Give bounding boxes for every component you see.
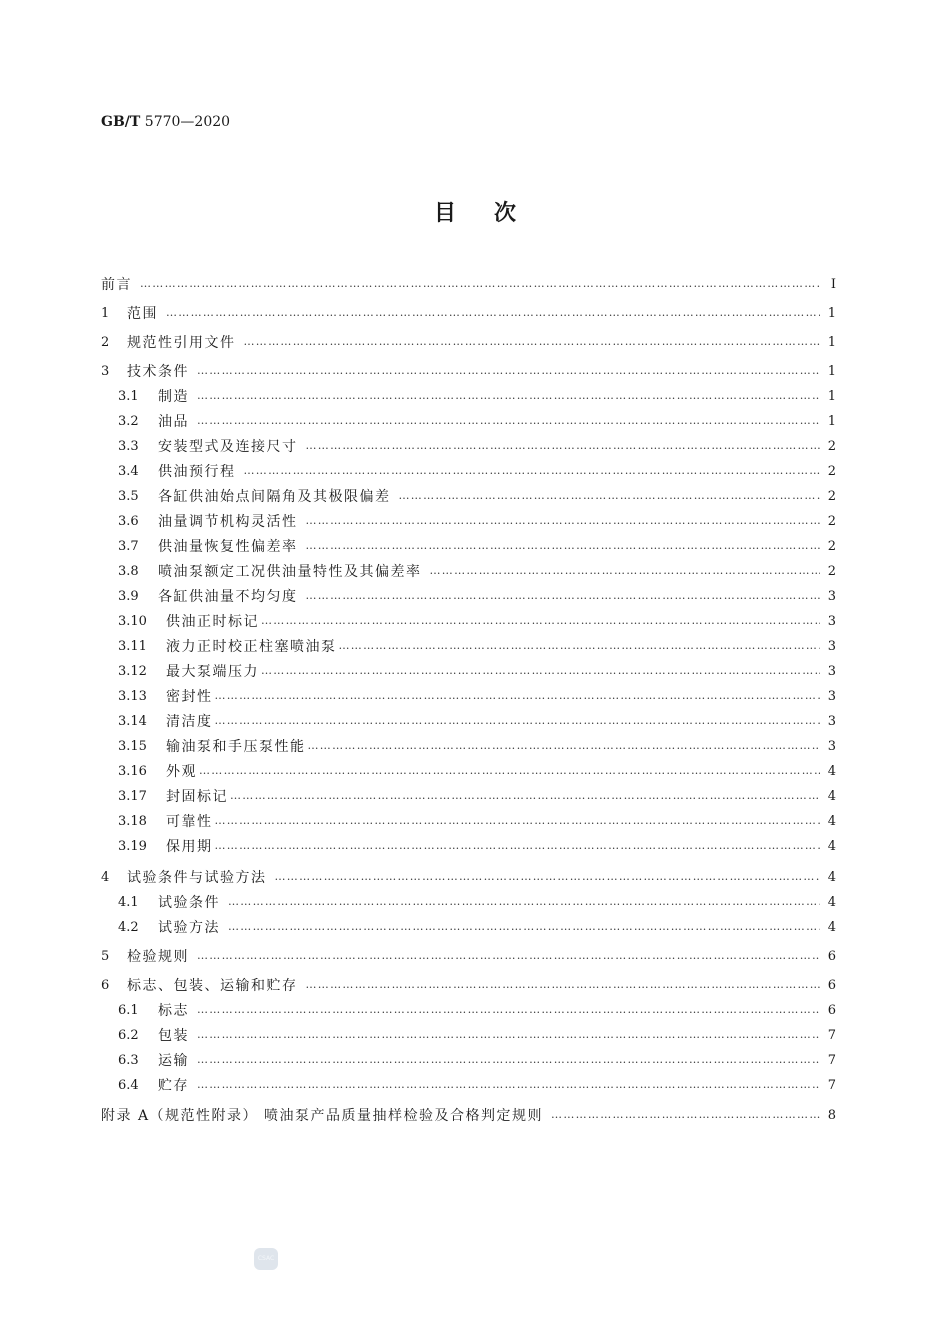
toc-leader-dots [275,869,821,885]
toc-entry-page: 1 [827,413,836,429]
document-code [101,114,230,130]
toc-entry-page: 7 [827,1052,836,1068]
page-title: 目次 [433,201,554,226]
toc-entry-number: 4.2 [118,919,139,935]
standard-number: 5770—2020 [144,114,231,130]
toc-leader-dots [430,563,821,579]
toc-entry-number: 5 [101,948,110,964]
toc-entry[interactable] [101,485,836,507]
toc-entry-number: 3.18 [118,813,147,829]
toc-entry-number: 3.8 [118,563,139,579]
toc-entry-label: 试验条件 [158,895,220,911]
toc-entry-label: 贮存 [158,1078,189,1094]
toc-entry-number: 3.12 [118,663,147,679]
toc-entry-number: 3.17 [118,788,147,804]
toc-entry-label: 各缸供油量不均匀度 [158,589,298,605]
toc-entry-page: 3 [827,713,836,729]
toc-entry-page: 4 [827,763,836,779]
toc-entry-label: 油量调节机构灵活性 [158,514,298,530]
toc-entry[interactable] [101,1049,836,1071]
toc-entry-number: 3.15 [118,738,147,754]
toc-leader-dots [308,738,821,754]
toc-entry-number: 3.4 [118,463,139,479]
toc-leader-dots [306,513,821,529]
toc-entry-page: 4 [827,813,836,829]
toc-leader-dots [228,894,820,910]
toc-entry[interactable] [101,760,836,782]
toc-leader-dots [197,1077,820,1093]
toc-entry-number: 3.3 [118,438,139,454]
toc-leader-dots [197,1027,820,1043]
toc-leader-dots [261,613,820,629]
toc-entry[interactable] [101,273,836,295]
toc-leader-dots [551,1107,820,1123]
toc-leader-dots [306,977,821,993]
toc-entry[interactable] [101,410,836,432]
toc-leader-dots [199,763,820,779]
toc-entry-label: 运输 [158,1053,189,1069]
toc-entry[interactable] [101,360,836,382]
toc-entry-label: 前言 [101,277,132,293]
toc-entry-label: 制造 [158,389,189,405]
toc-entry-label: 规范性引用文件 [127,335,236,351]
toc-leader-dots [197,363,820,379]
toc-entry-number: 6.2 [118,1027,139,1043]
toc-leader-dots [339,638,821,654]
toc-leader-dots [197,413,820,429]
toc-entry-label: 标志、包装、运输和贮存 [127,978,298,994]
toc-entry-page: 1 [827,363,836,379]
toc-entry-page: 1 [827,334,836,350]
toc-leader-dots [215,688,821,704]
toc-entry-label: 密封性 [166,689,213,705]
toc-entry[interactable] [101,585,836,607]
toc-entry-page: 6 [827,1002,836,1018]
toc-entry-number: 3.13 [118,688,147,704]
toc-entry-page: 4 [827,788,836,804]
toc-entry-label: 各缸供油始点间隔角及其极限偏差 [158,489,391,505]
toc-leader-dots [197,948,820,964]
toc-entry-page: 4 [827,919,836,935]
toc-entry-label: 检验规则 [127,949,189,965]
toc-leader-dots [197,388,820,404]
toc-entry-page: 3 [827,738,836,754]
toc-entry[interactable] [101,1024,836,1046]
toc-entry[interactable] [101,1104,836,1126]
toc-entry-label: 外观 [166,764,197,780]
toc-entry-label: 标志 [158,1003,189,1019]
toc-entry-label: 封固标记 [166,789,228,805]
toc-leader-dots [215,713,821,729]
toc-entry[interactable] [101,999,836,1021]
toc-entry-number: 3.5 [118,488,139,504]
toc-entry-number: 3.11 [118,638,147,654]
toc-entry-number: 3.6 [118,513,139,529]
toc-entry-label: 液力正时校正柱塞喷油泵 [166,639,337,655]
toc-leader-dots [306,438,821,454]
toc-entry[interactable] [101,610,836,632]
toc-leader-dots [197,1052,820,1068]
toc-entry-label: 最大泵端压力 [166,664,259,680]
toc-entry-number: 6.1 [118,1002,139,1018]
toc-entry[interactable] [101,1074,836,1096]
toc-entry[interactable] [101,866,836,888]
toc-entry-page: 3 [827,663,836,679]
toc-entry-label: 保用期 [166,839,213,855]
toc-entry-page: 2 [827,463,836,479]
toc-entry[interactable] [101,835,836,857]
toc-entry-page: 6 [827,977,836,993]
toc-entry-page: 2 [827,563,836,579]
toc-entry-number: 3.10 [118,613,147,629]
toc-entry-page: 2 [827,438,836,454]
toc-entry-page: 2 [827,538,836,554]
toc-entry-number: 3.16 [118,763,147,779]
toc-leader-dots [306,588,821,604]
toc-entry-number: 1 [101,305,110,321]
toc-entry[interactable] [101,460,836,482]
toc-leader-dots [215,813,821,829]
toc-entry-number: 6.3 [118,1052,139,1068]
toc-entry-page: 4 [827,838,836,854]
toc-entry-number: 6 [101,977,110,993]
toc-entry[interactable] [101,331,836,353]
toc-entry-number: 4.1 [118,894,139,910]
toc-entry-number: 3.2 [118,413,139,429]
toc-entry-page: Ⅰ [830,276,836,292]
toc-entry[interactable] [101,735,836,757]
toc-entry[interactable] [101,974,836,996]
toc-entry[interactable] [101,810,836,832]
toc-entry[interactable] [101,685,836,707]
toc-entry[interactable] [101,385,836,407]
toc-entry-label: 试验方法 [158,920,220,936]
toc-entry-page: 3 [827,588,836,604]
toc-entry-page: 2 [827,513,836,529]
toc-entry-page: 1 [827,388,836,404]
toc-entry-label: 技术条件 [127,364,189,380]
toc-entry-page: 4 [827,894,836,910]
toc-entry-label: 范围 [127,306,158,322]
toc-entry[interactable] [101,785,836,807]
toc-entry[interactable] [101,302,836,324]
toc-entry-label: 油品 [158,414,189,430]
toc-entry-page: 1 [827,305,836,321]
toc-entry-number: 3.14 [118,713,147,729]
toc-leader-dots [230,788,820,804]
toc-entry-label: 可靠性 [166,814,213,830]
toc-entry-page: 6 [827,948,836,964]
toc-entry[interactable] [101,891,836,913]
toc-entry-number: 6.4 [118,1077,139,1093]
toc-entry[interactable] [101,535,836,557]
standard-prefix: GB/T [101,114,141,130]
toc-entry-number: 3.7 [118,538,139,554]
toc-leader-dots [140,276,820,292]
toc-entry[interactable] [101,945,836,967]
toc-leader-dots [399,488,821,504]
toc-entry-page: 3 [827,638,836,654]
toc-entry-label: 附录 A（规范性附录） 喷油泵产品质量抽样检验及合格判定规则 [101,1108,544,1124]
toc-entry-number: 3 [101,363,110,379]
toc-entry-label: 试验条件与试验方法 [127,870,267,886]
toc-entry[interactable] [101,560,836,582]
toc-entry[interactable] [101,916,836,938]
toc-entry-page: 4 [827,869,836,885]
toc-leader-dots [244,334,821,350]
toc-entry-page: 8 [827,1107,836,1123]
toc-entry-label: 喷油泵额定工况供油量特性及其偏差率 [158,564,422,580]
toc-entry-label: 包装 [158,1028,189,1044]
toc-leader-dots [261,663,820,679]
toc-entry-label: 供油正时标记 [166,614,259,630]
toc-entry-label: 输油泵和手压泵性能 [166,739,306,755]
toc-entry-label: 供油预行程 [158,464,236,480]
toc-entry[interactable] [101,710,836,732]
toc-entry-page: 7 [827,1077,836,1093]
toc-entry-page: 7 [827,1027,836,1043]
toc-entry-label: 供油量恢复性偏差率 [158,539,298,555]
toc-leader-dots [197,1002,820,1018]
toc-leader-dots [166,305,820,321]
toc-entry-number: 2 [101,334,110,350]
watermark-logo: CSAC [254,1248,278,1270]
toc-entry-number: 3.1 [118,388,139,404]
toc-entry-label: 安装型式及连接尺寸 [158,439,298,455]
toc-leader-dots [244,463,821,479]
toc-entry[interactable] [101,435,836,457]
toc-entry-label: 清洁度 [166,714,213,730]
toc-entry[interactable] [101,635,836,657]
toc-entry[interactable] [101,510,836,532]
toc-entry-page: 3 [827,613,836,629]
toc-entry-number: 3.9 [118,588,139,604]
toc-entry-page: 3 [827,688,836,704]
toc-entry-number: 3.19 [118,838,147,854]
toc-entry-number: 4 [101,869,110,885]
toc-leader-dots [228,919,820,935]
toc-leader-dots [215,838,821,854]
toc-leader-dots [306,538,821,554]
toc-entry[interactable] [101,660,836,682]
toc-entry-page: 2 [827,488,836,504]
